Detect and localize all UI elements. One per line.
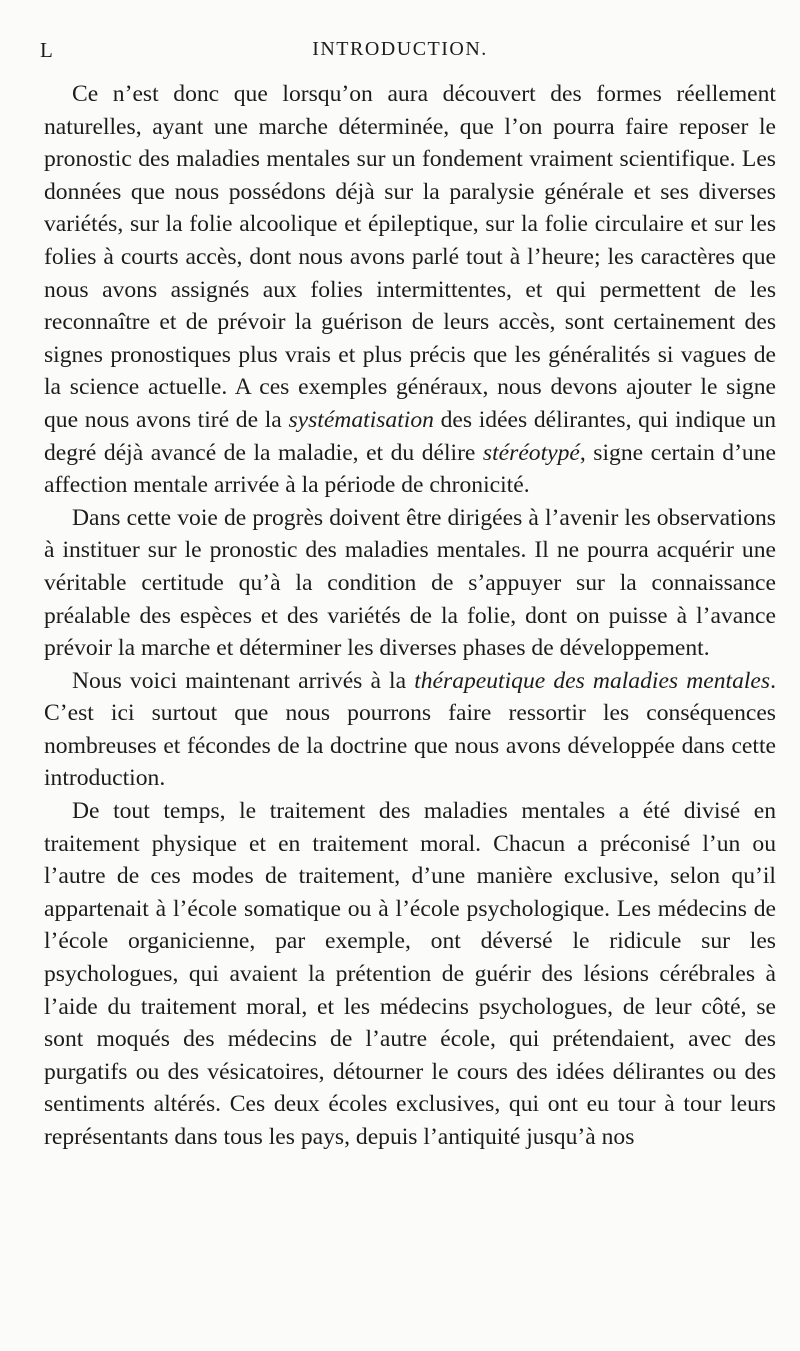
page-number: L bbox=[40, 38, 54, 62]
paragraph bbox=[44, 78, 776, 502]
italic-term: stéréotypé bbox=[482, 439, 580, 466]
paragraph bbox=[44, 795, 776, 1154]
paragraph bbox=[44, 665, 776, 795]
text-run: . C’est ici surtout que nous pourrons faire ressortir les conséquences nombreuses et fécondes de la doctrine que nous avons développée dans cette introduction. bbox=[44, 667, 776, 792]
text-run: Dans cette voie de progrès doivent être dirigées à l’avenir les observations à instituer sur le pronostic des maladies mentales. Il ne pourra acquérir une véritable certitude qu’à la condition de s’appuyer sur la connaissance préalable des espèces et des variétés de la folie, dont on puisse à l’avance prévoir la marche et déterminer les diverses phases de développement. bbox=[44, 504, 776, 662]
text-run: De tout temps, le traitement des maladies mentales a été divisé en traitement physique et en traitement moral. Chacun a préconisé l’un ou l’autre de ces modes de traitement, d’une manière exclusive, selon qu’il appartenait à l’école somatique ou à l’école psychologique. Les médecins de l’école organicienne, par exemple, ont déversé le ridicule sur les psychologues, qui avaient la prétention de guérir des lésions cérébrales à l’aide du traitement moral, et les médecins psychologues, de leur côté, se sont moqués des médecins de l’autre école, qui prétendaient, avec des purgatifs ou des vésicatoires, détourner le cours des idées délirantes ou des sentiments altérés. Ces deux écoles exclusives, qui ont eu tour à tour leurs représentants dans tous les pays, depuis l’antiquité jusqu’à nos bbox=[44, 798, 776, 1150]
page-header bbox=[40, 38, 760, 68]
paragraph bbox=[44, 502, 776, 665]
text-run: Nous voici maintenant arrivés à la bbox=[72, 667, 415, 694]
running-head: INTRODUCTION. bbox=[312, 38, 488, 60]
italic-term: systématisation bbox=[288, 406, 434, 433]
text-run: Ce n’est donc que lorsqu’on aura découvert des formes réellement naturelles, ayant une marche déterminée, que l’on pourra faire reposer le pronostic des maladies mentales sur un fondement vraiment scientifique. Les données que nous possédons déjà sur la paralysie générale et ses diverses variétés, sur la folie alcoolique et épileptique, sur la folie circulaire et sur les folies à courts accès, dont nous avons parlé tout à l’heure; les caractères que nous avons assignés aux folies intermittentes, et qui permettent de les reconnaître et de prévoir la guérison de leurs accès, sont certainement des signes pronostiques plus vrais et plus précis que les généralités si vagues de la science actuelle. A ces exemples généraux, nous devons ajouter le signe que nous avons tiré de la bbox=[44, 81, 776, 433]
text-run: des idées délirantes, qui indique un degré déjà avancé de la maladie, et du délire bbox=[44, 406, 776, 466]
italic-term: thérapeutique des maladies mentales bbox=[414, 667, 771, 694]
body-text bbox=[44, 78, 776, 1154]
text-run: , signe certain d’une affection mentale arrivée à la période de chronicité. bbox=[44, 439, 777, 499]
